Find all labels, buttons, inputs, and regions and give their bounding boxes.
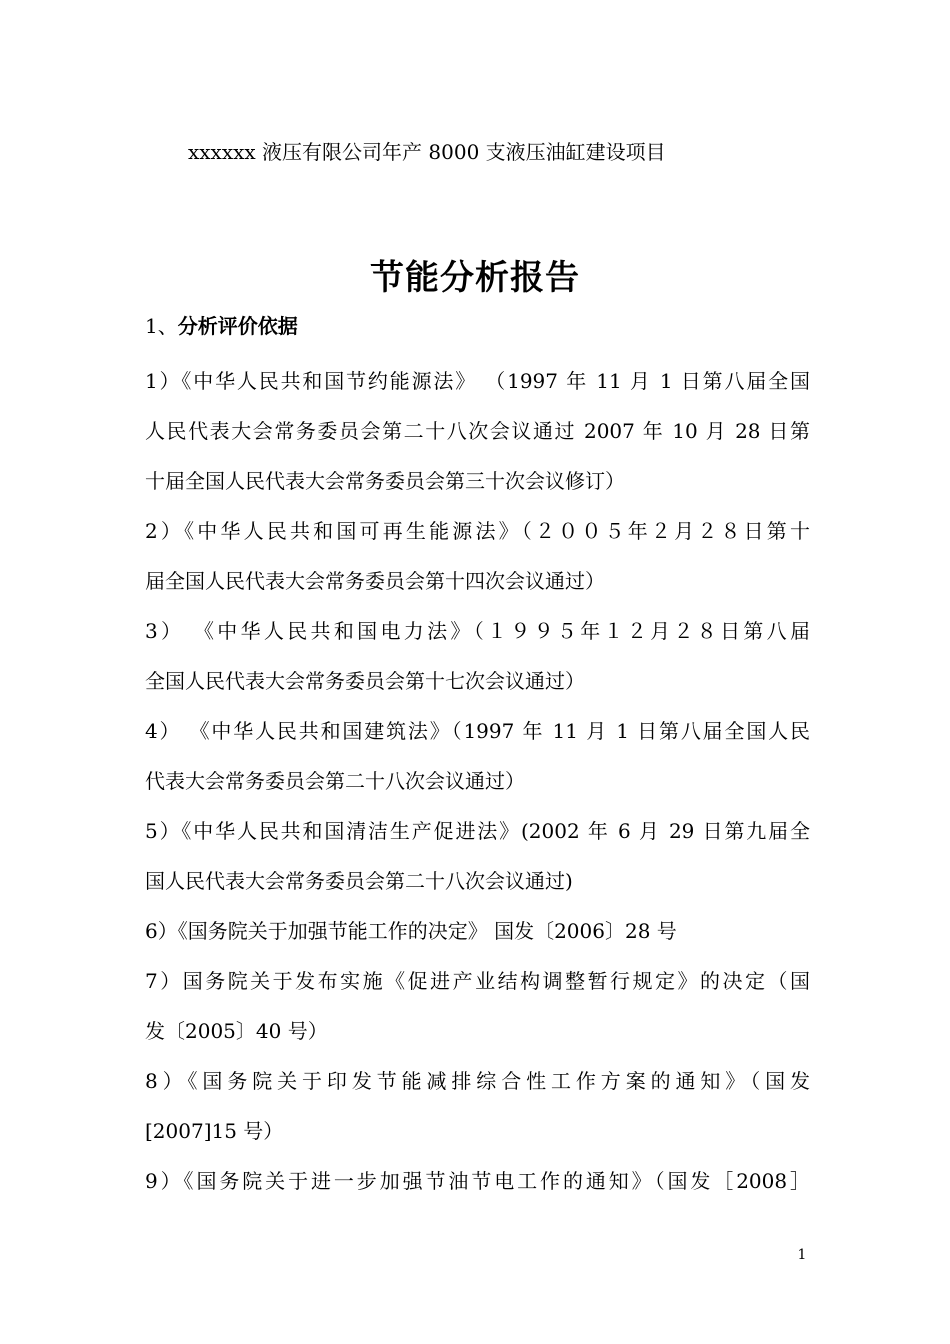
text-line: 十届全国人民代表大会常务委员会第三十次会议修订） [145,469,625,493]
text-line: 届全国人民代表大会常务委员会第十四次会议通过） [145,569,605,593]
section-label: 分析评价依据 [177,314,298,338]
text-line: 1）《中华人民共和国节约能源法》 （1997 年 11 月 1 日第八届全国 [145,369,810,393]
text-line: 4） 《中华人民共和国建筑法》（1997 年 11 月 1 日第八届全国人民 [145,719,810,743]
project-title: xxxxxx 液压有限公司年产 8000 支液压油缸建设项目 [188,140,666,164]
section-heading [145,311,298,341]
text-line: 发〔2005〕40 号） [145,1019,328,1043]
text-line: 国人民代表大会常务委员会第二十八次会议通过) [145,869,573,893]
text-line: 8）《国务院关于印发节能减排综合性工作方案的通知》（国发 [145,1069,810,1093]
text-line: 代表大会常务委员会第二十八次会议通过） [145,769,525,793]
text-line: 全国人民代表大会常务委员会第十七次会议通过） [145,669,585,693]
text-line: 9）《国务院关于进一步加强节油节电工作的通知》（国发［2008］ [145,1169,810,1193]
text-line: 5）《中华人民共和国清洁生产促进法》(2002 年 6 月 29 日第九届全 [145,819,810,843]
text-line: 6）《国务院关于加强节能工作的决定》 国发〔2006〕28 号 [145,919,677,943]
text-line: [2007]15 号） [145,1119,284,1143]
text-line: 人民代表大会常务委员会第二十八次会议通过 2007 年 10 月 28 日第 [145,419,810,443]
text-line: 3） 《中华人民共和国电力法》（１９９５年１２月２８日第八届 [145,619,810,643]
page-number: 1 [797,1247,807,1263]
report-title: 节能分析报告 [370,258,580,298]
section-number: 1、 [145,314,178,338]
text-line: 7）国务院关于发布实施《促进产业结构调整暂行规定》的决定（国 [145,969,810,993]
body-text [145,356,810,1206]
text-line: 2）《中华人民共和国可再生能源法》（２００５年２月２８日第十 [145,519,810,543]
